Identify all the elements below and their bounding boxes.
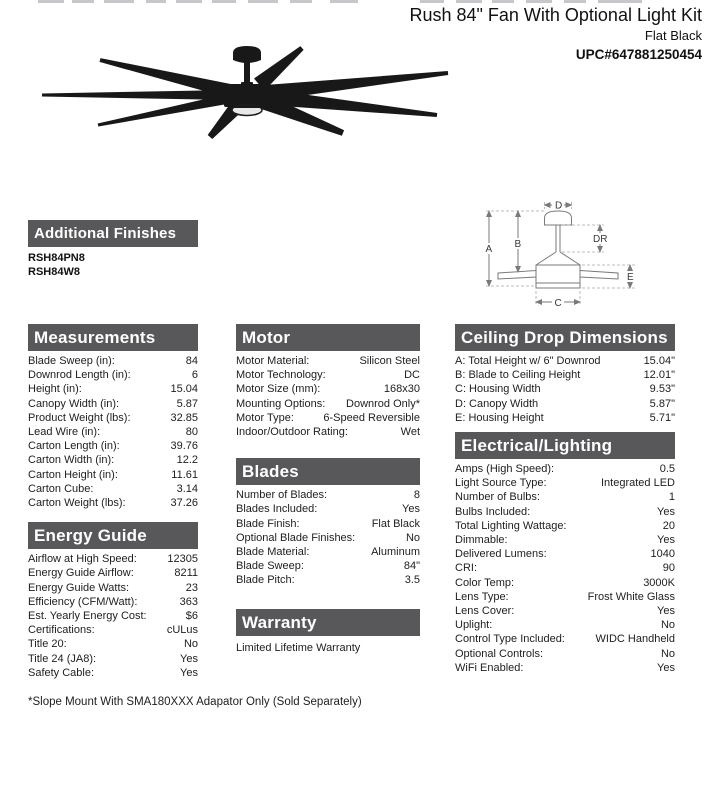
spec-label: Est. Yearly Energy Cost: (28, 610, 147, 623)
measurements-rows (28, 354, 198, 510)
spec-label: Motor Material: (236, 355, 310, 367)
spec-label: Mounting Options: (236, 397, 326, 410)
spec-value: Frost White Glass (587, 590, 675, 603)
spec-row (455, 462, 675, 476)
spec-label: Color Temp: (455, 576, 515, 589)
slope-mount-footnote: *Slope Mount With SMA180XXX Adapator Only (Sold Separately) (28, 696, 362, 708)
spec-row (455, 647, 675, 661)
spec-row (28, 482, 198, 496)
spec-row (455, 397, 675, 411)
spec-row (28, 566, 198, 580)
spec-value: $6 (185, 610, 198, 623)
spec-row (236, 425, 420, 439)
ceiling-drop-diagram (478, 198, 704, 318)
warranty-section (236, 609, 420, 656)
spec-value: Yes (657, 605, 675, 618)
measurements-heading: Measurements (28, 324, 198, 351)
spec-label: Carton Cube: (28, 482, 94, 495)
spec-value: Integrated LED (601, 477, 675, 490)
spec-row (236, 573, 420, 587)
spec-row (455, 618, 675, 632)
spec-value: 1040 (650, 548, 675, 561)
spec-label: Delivered Lumens: (455, 548, 547, 561)
spec-label: Motor Type: (236, 411, 294, 424)
electrical-rows (455, 462, 675, 675)
spec-value: 80 (185, 426, 198, 439)
spec-value: Yes (180, 666, 198, 679)
spec-row (455, 490, 675, 504)
upc-code: UPC#647881250454 (575, 47, 702, 62)
spec-row (28, 609, 198, 623)
spec-value: 15.04" (643, 355, 675, 367)
spec-row (455, 476, 675, 490)
diagram-label-e: E (627, 272, 634, 283)
spec-value: WIDC Handheld (595, 633, 675, 646)
spec-value: 12.01" (643, 369, 675, 382)
spec-label: Blade Sweep: (236, 560, 304, 573)
spec-value: 168x30 (383, 383, 420, 396)
spec-row (236, 411, 420, 425)
measurements-section (28, 324, 198, 510)
spec-label: Motor Size (mm): (236, 383, 321, 396)
spec-row (455, 661, 675, 675)
spec-row (28, 453, 198, 467)
spec-value: Silicon Steel (359, 355, 420, 367)
spec-row (28, 397, 198, 411)
spec-row (455, 561, 675, 575)
spec-row (455, 519, 675, 533)
finish-name: Flat Black (644, 28, 702, 43)
finish-model: RSH84PN8 (28, 252, 85, 264)
spec-row (28, 637, 198, 651)
spec-label: A: Total Height w/ 6" Downrod (455, 355, 601, 367)
spec-value: Yes (657, 505, 675, 518)
spec-row (236, 488, 420, 502)
spec-value: 84 (185, 355, 198, 367)
spec-label: Carton Weight (lbs): (28, 497, 126, 510)
spec-label: Lens Type: (455, 590, 509, 603)
spec-label: Control Type Included: (455, 633, 565, 646)
spec-value: 5.71" (649, 411, 675, 424)
spec-label: WiFi Enabled: (455, 661, 524, 674)
electrical-lighting-section (455, 432, 675, 675)
spec-row (28, 411, 198, 425)
spec-value: 20 (662, 519, 675, 532)
blades-rows (236, 488, 420, 587)
spec-row (236, 354, 420, 368)
spec-value: 3000K (643, 576, 675, 589)
spec-row (455, 590, 675, 604)
spec-row (236, 502, 420, 516)
spec-value: 15.04 (170, 383, 198, 396)
spec-label: Safety Cable: (28, 666, 95, 679)
spec-label: Lead Wire (in): (28, 426, 101, 439)
additional-finishes-heading: Additional Finishes (28, 220, 198, 247)
spec-label: Carton Length (in): (28, 440, 120, 453)
diagram-label-b: B (514, 239, 522, 250)
spec-value: 12.2 (176, 454, 198, 467)
spec-row (28, 623, 198, 637)
fan-product-image (30, 38, 470, 163)
spec-label: Airflow at High Speed: (28, 553, 137, 566)
spec-value: 3.14 (176, 482, 198, 495)
spec-label: Amps (High Speed): (455, 463, 555, 476)
spec-label: Number of Bulbs: (455, 491, 540, 504)
spec-value: Downrod Only* (346, 397, 420, 410)
spec-label: Efficiency (CFM/Watt): (28, 595, 138, 608)
spec-label: Title 24 (JA8): (28, 652, 97, 665)
motor-section (236, 324, 420, 439)
blades-section (236, 458, 420, 587)
finish-model: RSH84W8 (28, 266, 80, 278)
energy-guide-heading: Energy Guide (28, 522, 198, 549)
spec-row (28, 468, 198, 482)
spec-label: Motor Technology: (236, 369, 326, 382)
spec-label: Bulbs Included: (455, 505, 531, 518)
spec-row (28, 581, 198, 595)
spec-row (28, 552, 198, 566)
spec-label: Indoor/Outdoor Rating: (236, 426, 348, 439)
spec-row (28, 368, 198, 382)
spec-row (28, 595, 198, 609)
spec-value: 37.26 (170, 497, 198, 510)
blades-heading: Blades (236, 458, 420, 485)
spec-value: 23 (185, 581, 198, 594)
spec-label: B: Blade to Ceiling Height (455, 369, 581, 382)
spec-row (236, 382, 420, 396)
spec-label: Light Source Type: (455, 477, 547, 490)
spec-label: Total Lighting Wattage: (455, 519, 567, 532)
spec-label: Canopy Width (in): (28, 397, 120, 410)
ceiling-drop-heading: Ceiling Drop Dimensions (455, 324, 675, 351)
spec-row (455, 547, 675, 561)
spec-label: Downrod Length (in): (28, 369, 131, 382)
spec-value: No (405, 531, 420, 544)
motor-rows (236, 354, 420, 439)
energy-guide-rows (28, 552, 198, 680)
spec-value: 1 (668, 491, 675, 504)
spec-label: Product Weight (lbs): (28, 411, 131, 424)
spec-label: Energy Guide Watts: (28, 581, 130, 594)
spec-row (28, 382, 198, 396)
spec-row (455, 576, 675, 590)
spec-value: cULus (166, 624, 198, 637)
fan-blade (42, 90, 231, 100)
spec-value: No (183, 638, 198, 651)
spec-value: 8211 (174, 567, 198, 580)
spec-label: Blade Material: (236, 546, 310, 559)
spec-label: Lens Cover: (455, 605, 515, 618)
spec-value: Yes (180, 652, 198, 665)
ceiling-drop-section (455, 324, 675, 425)
spec-row (455, 368, 675, 382)
spec-label: D: Canopy Width (455, 397, 539, 410)
spec-label: Energy Guide Airflow: (28, 567, 134, 580)
spec-value: No (660, 619, 675, 632)
spec-value: 11.61 (171, 468, 198, 481)
spec-value: Aluminum (371, 546, 420, 559)
spec-value: 32.85 (170, 411, 198, 424)
diagram-label-c: C (554, 298, 562, 309)
spec-value: Flat Black (371, 517, 420, 530)
spec-row (455, 354, 675, 368)
spec-label: Height (in): (28, 383, 82, 396)
spec-row (236, 397, 420, 411)
spec-value: 3.5 (404, 574, 420, 587)
spec-value: 5.87" (649, 397, 675, 410)
spec-value: Yes (657, 661, 675, 674)
spec-value: 39.76 (170, 440, 198, 453)
spec-value: 90 (662, 562, 675, 575)
spec-row (28, 496, 198, 510)
spec-value: No (660, 647, 675, 660)
spec-row (455, 632, 675, 646)
spec-row (455, 382, 675, 396)
spec-row (455, 533, 675, 547)
spec-value: 6-Speed Reversible (323, 411, 420, 424)
spec-row (455, 411, 675, 425)
spec-value: Wet (400, 426, 420, 439)
spec-label: E: Housing Height (455, 411, 544, 424)
spec-label: C: Housing Width (455, 383, 541, 396)
spec-value: 8 (413, 489, 420, 502)
energy-guide-section (28, 522, 198, 680)
spec-label: Blade Pitch: (236, 574, 295, 587)
spec-value: Yes (657, 534, 675, 547)
additional-finishes-section (28, 220, 198, 279)
spec-row (28, 666, 198, 680)
warranty-text: Limited Lifetime Warranty (236, 641, 361, 654)
spec-label: Number of Blades: (236, 489, 328, 502)
spec-label: Blade Sweep (in): (28, 355, 115, 367)
spec-row (28, 354, 198, 368)
spec-value: 0.5 (659, 463, 675, 476)
spec-label: Blades Included: (236, 503, 318, 516)
spec-label: Title 20: (28, 638, 67, 651)
finish-model-list (28, 251, 198, 279)
spec-label: Dimmable: (455, 534, 508, 547)
spec-label: Carton Height (in): (28, 468, 118, 481)
diagram-label-dr: DR (593, 234, 608, 245)
spec-row (236, 531, 420, 545)
spec-value: Yes (402, 503, 420, 516)
spec-label: Blade Finish: (236, 517, 300, 530)
spec-value: 84" (403, 560, 420, 573)
spec-value: 6 (191, 369, 198, 382)
spec-row (236, 545, 420, 559)
spec-value: DC (404, 369, 420, 382)
ceiling-drop-rows (455, 354, 675, 425)
page-title: Rush 84" Fan With Optional Light Kit (409, 5, 702, 25)
spec-row (236, 368, 420, 382)
electrical-lighting-heading: Electrical/Lighting (455, 432, 675, 459)
spec-row (455, 505, 675, 519)
spec-label: Optional Blade Finishes: (236, 531, 356, 544)
spec-row (236, 559, 420, 573)
spec-label: Uplight: (455, 619, 493, 632)
spec-value: 363 (179, 595, 198, 608)
motor-heading: Motor (236, 324, 420, 351)
spec-row (236, 517, 420, 531)
spec-label: Optional Controls: (455, 647, 544, 660)
spec-label: Carton Width (in): (28, 454, 115, 467)
spec-row (28, 439, 198, 453)
spec-value: 9.53" (649, 383, 675, 396)
spec-value: 12305 (167, 553, 198, 566)
spec-label: Certifications: (28, 624, 95, 637)
spec-row (455, 604, 675, 618)
diagram-label-a: A (485, 244, 493, 255)
diagram-label-d: D (555, 200, 563, 212)
spec-label: CRI: (455, 562, 477, 575)
spec-row (28, 425, 198, 439)
warranty-heading: Warranty (236, 609, 420, 636)
spec-value: 5.87 (176, 397, 198, 410)
spec-row (28, 652, 198, 666)
